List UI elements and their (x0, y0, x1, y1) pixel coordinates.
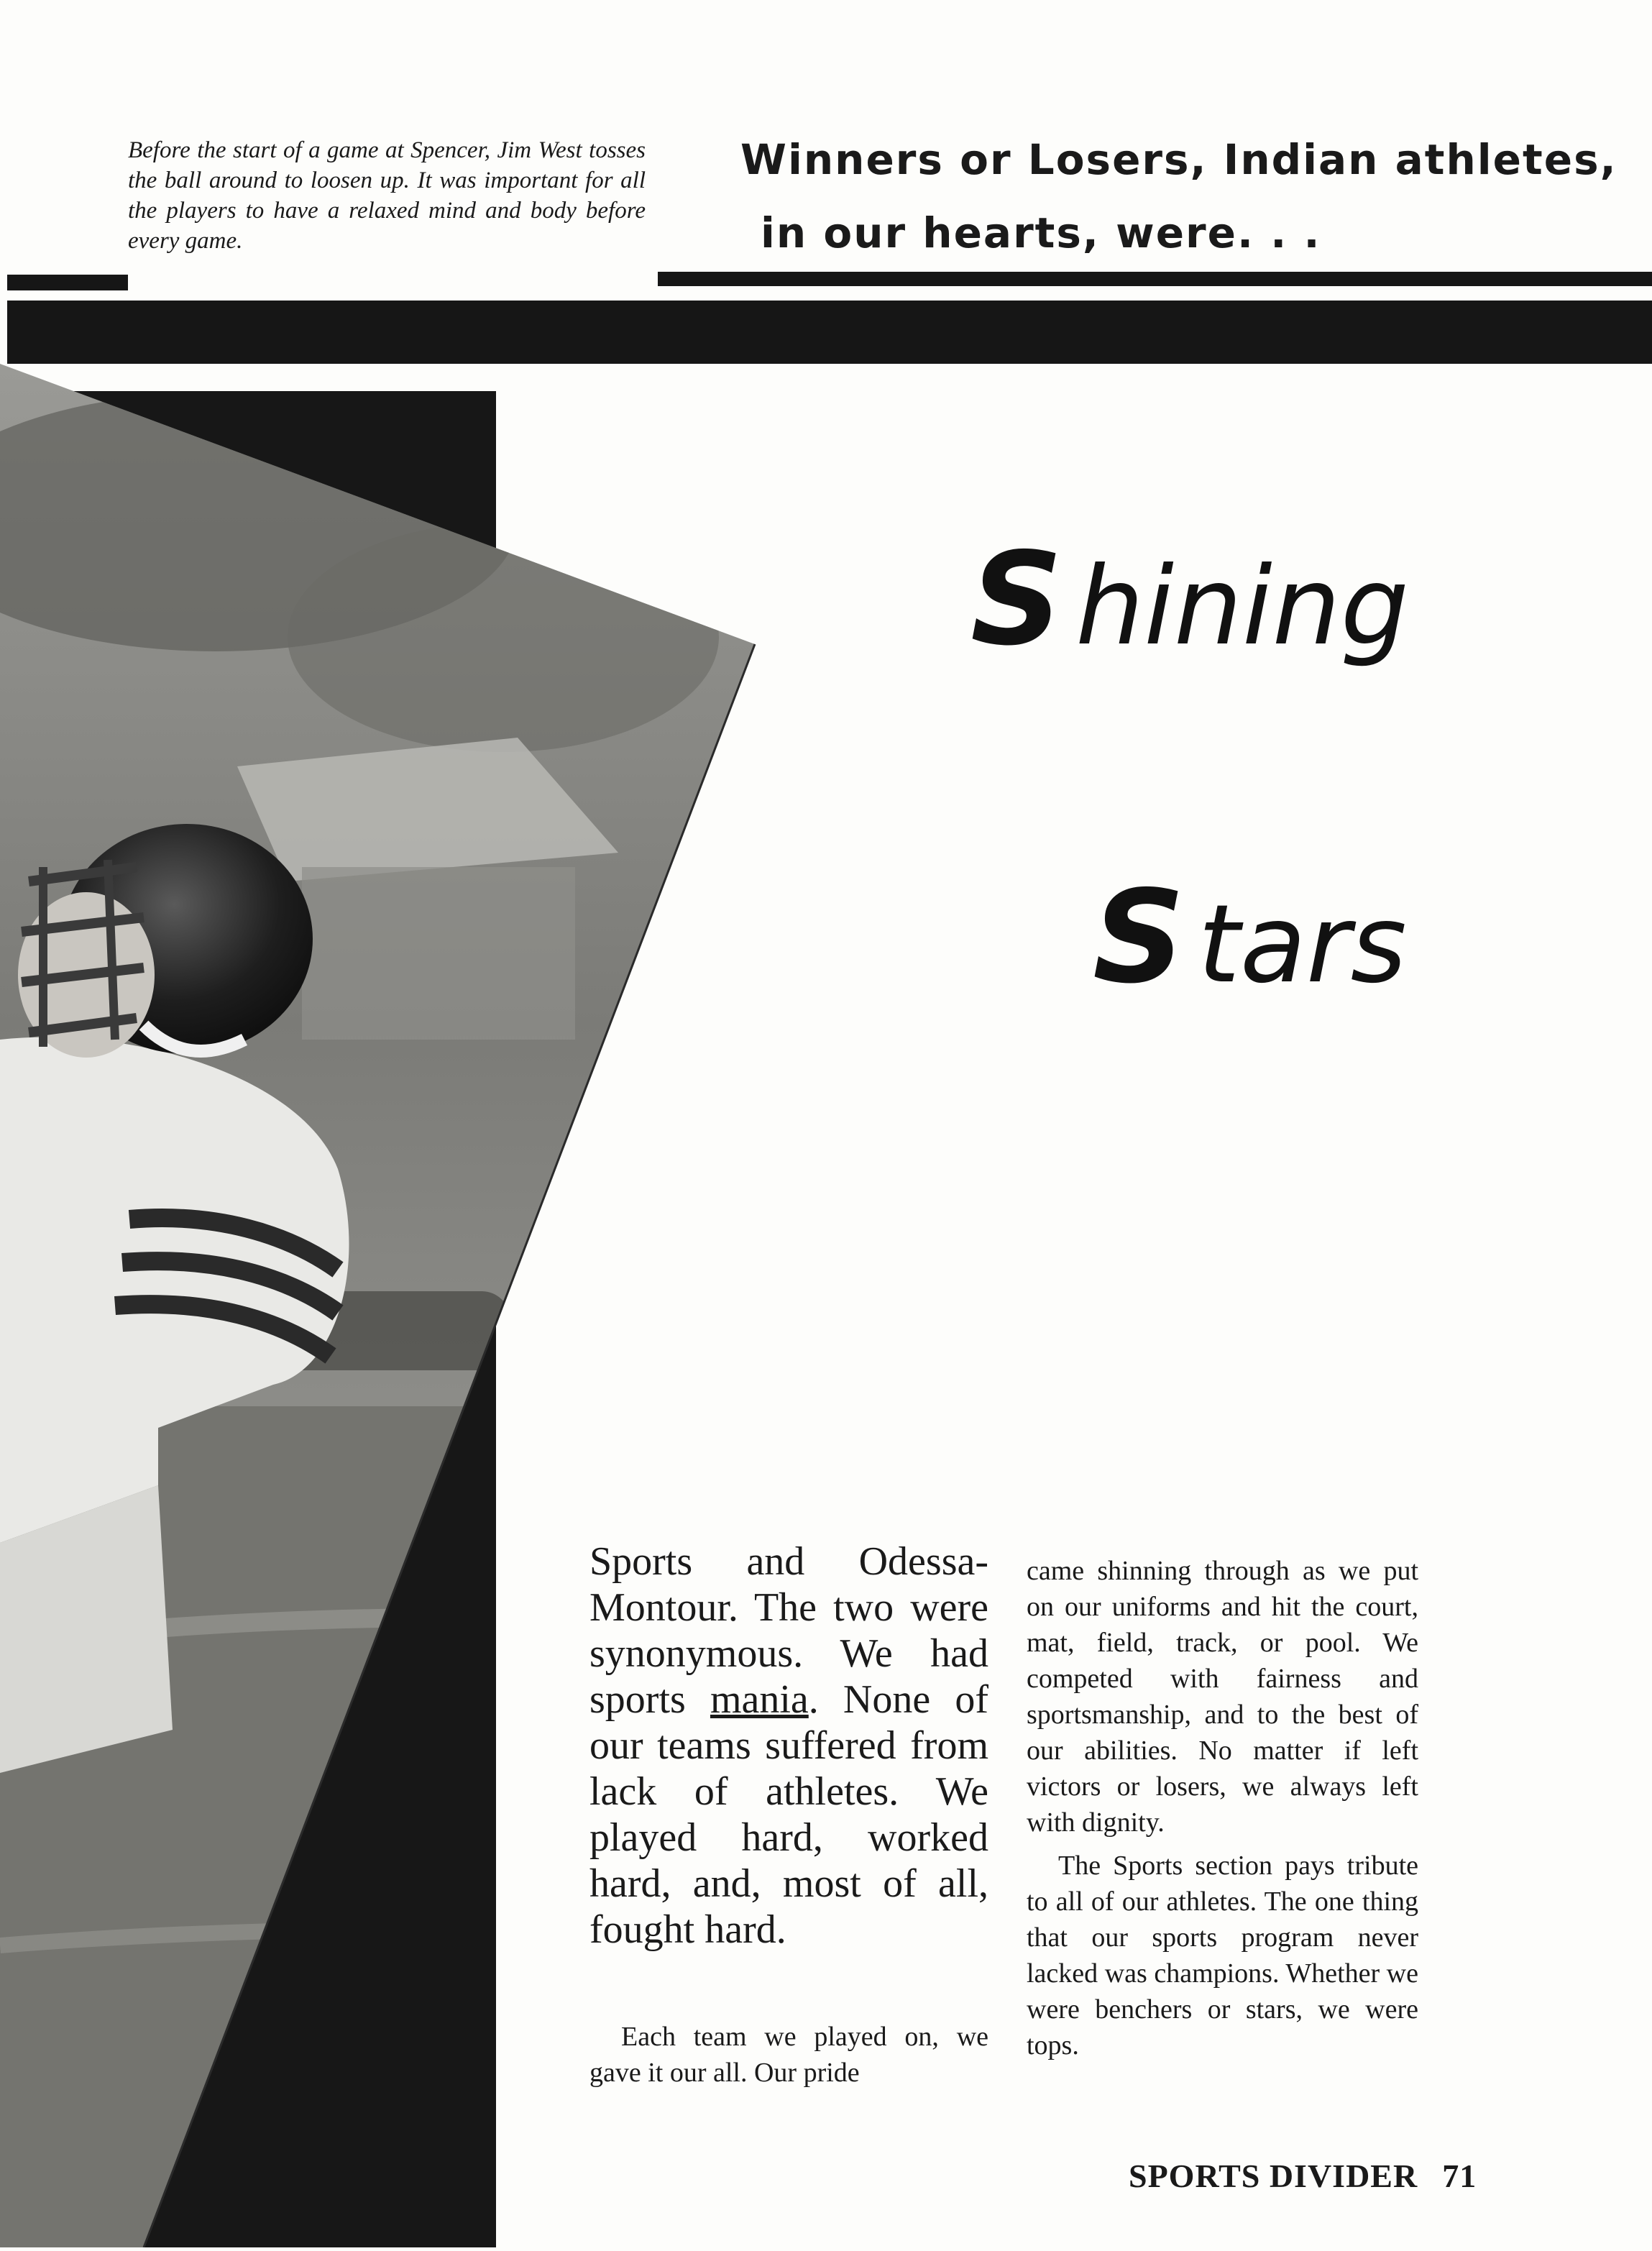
title-shining-cap: S (970, 525, 1063, 674)
black-header-band (7, 301, 1652, 364)
page-number: 71 (1442, 2158, 1477, 2194)
title-shining-rest: hining (1075, 544, 1409, 669)
title-shining (970, 525, 1409, 674)
right-rule (658, 272, 1652, 286)
title-stars-rest: tars (1198, 882, 1407, 1007)
title-stars-cap: S (1093, 863, 1185, 1012)
headline-line-1: Winners or Losers, Indian athletes, (740, 135, 1617, 184)
lead-text-a: Sports and Odessa-Montour. The two were synonymous. We had sports (589, 1539, 988, 1722)
photo-caption: Before the start of a game at Spencer, Jim West tosses the ball around to loosen up. It was important for all the players to have a relaxed mind and body before every game. (128, 137, 646, 254)
footer-section-title: SPORTS DIVIDER (1129, 2158, 1418, 2194)
page-footer (1129, 2157, 1477, 2195)
column-2-paragraph-2: The Sports section pays tribute to all of our athletes. The one thing that our sports program never lacked was champions. Whether we were benchers or stars, we were tops. (1027, 1851, 1418, 2060)
headline-line-2: in our hearts, were. . . (761, 208, 1321, 257)
football-player-photo (0, 364, 791, 2247)
title-stars (1093, 863, 1407, 1012)
body-column-1-small: Each team we played on, we gave it our all. Our pride (589, 2022, 988, 2088)
photo-collage (0, 364, 791, 2247)
body-column-2 (1027, 1553, 1418, 2071)
lead-text-underlined: mania (710, 1677, 809, 1722)
left-rule (7, 275, 128, 290)
body-column-1-lead (589, 1539, 988, 1953)
column-2-paragraph-1: came shinning through as we put on our uniforms and hit the court, mat, field, track, or pool. We competed with fairness and sportsmanship, and to the best of our abilities. No matter if left victors or losers, we always left with dignity. (1027, 1556, 1418, 1838)
lead-text-b: . None of our teams suffered from lack of athletes. We played hard, worked hard, and, most of all, fought hard. (589, 1677, 988, 1952)
